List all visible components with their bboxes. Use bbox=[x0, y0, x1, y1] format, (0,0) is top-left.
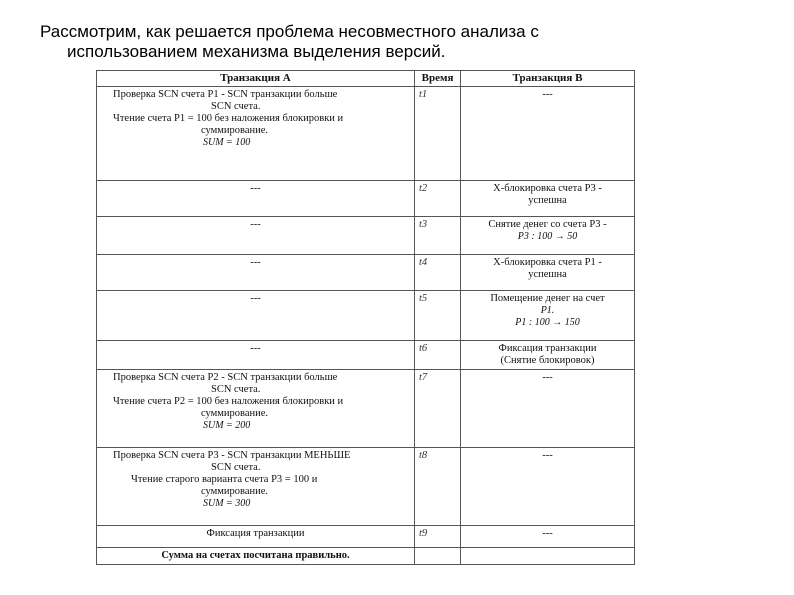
table-row bbox=[97, 255, 635, 291]
cell-b: X-блокировка счета P1 - успешна bbox=[461, 255, 635, 291]
transaction-table bbox=[96, 70, 635, 565]
cell-a: --- bbox=[97, 255, 415, 291]
cell-time: t1 bbox=[415, 87, 461, 181]
header-transaction-a: Транзакция А bbox=[97, 71, 415, 87]
cell-b: Снятие денег со счета P3 - P3 : 100 → 50 bbox=[461, 217, 635, 255]
cell-a: Проверка SCN счета P2 - SCN транзакции больше SCN счета. Чтение счета P2 = 100 без наложения блокировки и суммирование. SUM = 200 bbox=[97, 370, 415, 448]
cell-time: t7 bbox=[415, 370, 461, 448]
table-row bbox=[97, 291, 635, 341]
table-row bbox=[97, 526, 635, 548]
heading-line-2: использованием механизма выделения версий. bbox=[67, 42, 446, 61]
cell-a: --- bbox=[97, 291, 415, 341]
table-row bbox=[97, 87, 635, 181]
footer-empty-b bbox=[461, 548, 635, 565]
cell-a: Проверка SCN счета P3 - SCN транзакции МЕНЬШЕ SCN счета. Чтение старого варианта счета P3 = 100 и суммирование. SUM = 300 bbox=[97, 448, 415, 526]
header-time: Время bbox=[415, 71, 461, 87]
footer-summary: Сумма на счетах посчитана правильно. bbox=[97, 548, 415, 565]
table-footer-row bbox=[97, 548, 635, 565]
cell-a: --- bbox=[97, 181, 415, 217]
cell-time: t2 bbox=[415, 181, 461, 217]
cell-b: X-блокировка счета P3 - успешна bbox=[461, 181, 635, 217]
heading-line-1: Рассмотрим, как решается проблема несовместного анализа с bbox=[40, 22, 539, 41]
cell-time: t3 bbox=[415, 217, 461, 255]
cell-b: Помещение денег на счет P1. P1 : 100 → 150 bbox=[461, 291, 635, 341]
cell-time: t8 bbox=[415, 448, 461, 526]
table-row bbox=[97, 370, 635, 448]
table-row bbox=[97, 341, 635, 370]
cell-a: --- bbox=[97, 341, 415, 370]
cell-a: Фиксация транзакции bbox=[97, 526, 415, 548]
cell-time: t5 bbox=[415, 291, 461, 341]
cell-a: Проверка SCN счета P1 - SCN транзакции больше SCN счета. Чтение счета P1 = 100 без наложения блокировки и суммирование. SUM = 100 bbox=[97, 87, 415, 181]
cell-time: t9 bbox=[415, 526, 461, 548]
table-row bbox=[97, 181, 635, 217]
header-transaction-b: Транзакция В bbox=[461, 71, 635, 87]
cell-time: t6 bbox=[415, 341, 461, 370]
cell-b: --- bbox=[461, 448, 635, 526]
slide-heading bbox=[40, 22, 760, 62]
cell-b: --- bbox=[461, 370, 635, 448]
cell-a: --- bbox=[97, 217, 415, 255]
cell-b: --- bbox=[461, 526, 635, 548]
table-row bbox=[97, 217, 635, 255]
cell-time: t4 bbox=[415, 255, 461, 291]
table-row bbox=[97, 448, 635, 526]
cell-b: --- bbox=[461, 87, 635, 181]
footer-empty-time bbox=[415, 548, 461, 565]
table-header-row bbox=[97, 71, 635, 87]
cell-b: Фиксация транзакции (Снятие блокировок) bbox=[461, 341, 635, 370]
